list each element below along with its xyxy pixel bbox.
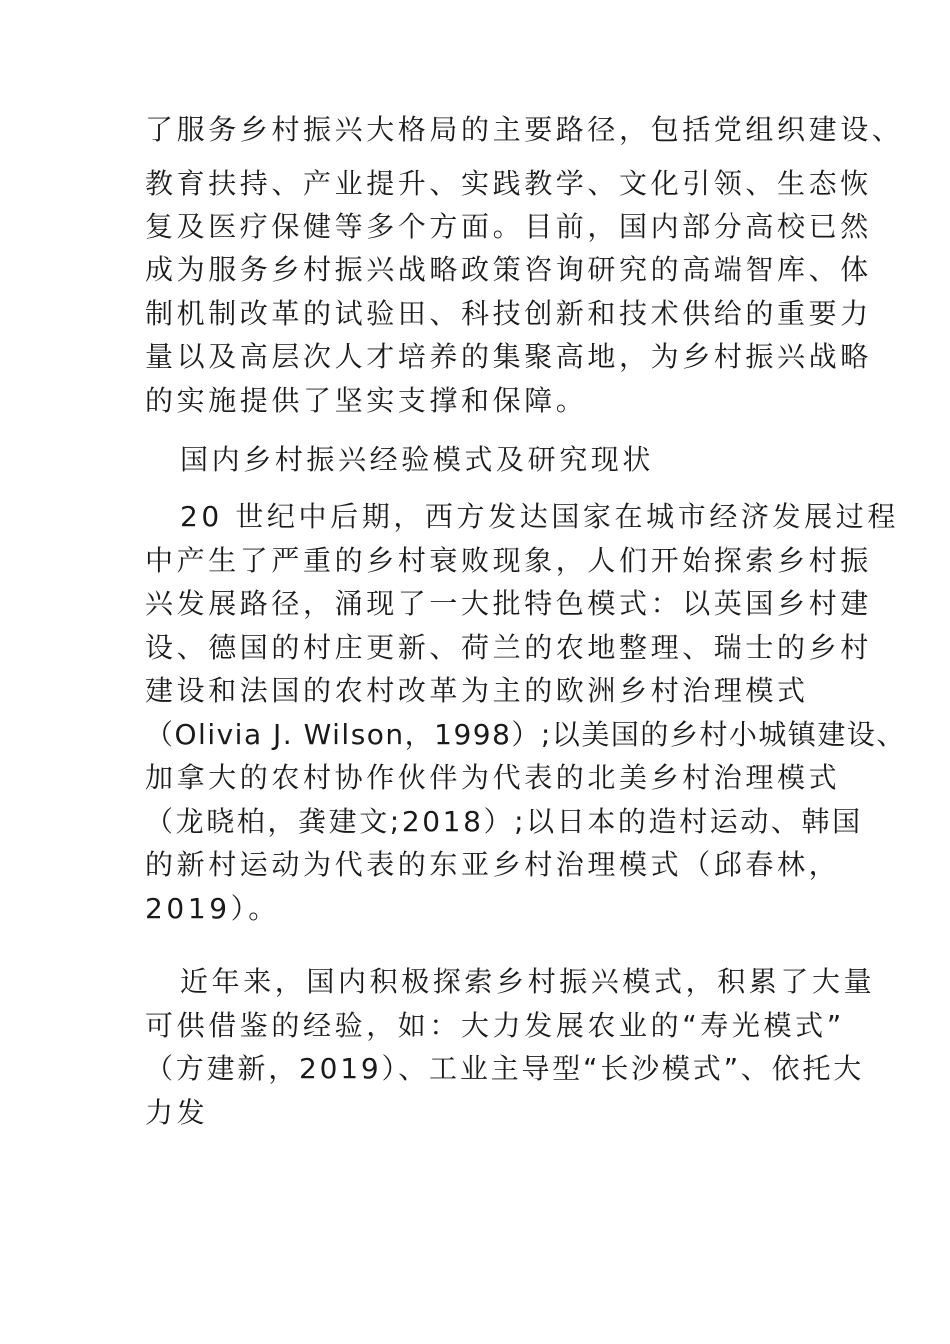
paragraph-2-line: 兴发展路径，涌现了一大批特色模式：以英国乡村建 bbox=[145, 587, 872, 620]
paragraph-2-line: 加拿大的农村协作伙伴为代表的北美乡村治理模式 bbox=[145, 761, 841, 794]
paragraph-3-line: 力发 bbox=[145, 1096, 209, 1129]
paragraph-3-line: 可供借鉴的经验，如：大力发展农业的“寿光模式” bbox=[145, 1009, 845, 1042]
paragraph-1-line: 成为服务乡村振兴战略政策咨询研究的高端智库、体 bbox=[145, 253, 872, 286]
paragraph-3-line: 近年来，国内积极探索乡村振兴模式，积累了大量 bbox=[180, 965, 876, 998]
paragraph-2-line: 中产生了严重的乡村衰败现象，人们开始探索乡村振 bbox=[145, 544, 872, 577]
paragraph-2-line: （Olivia J. Wilson，1998）;以美国的乡村小城镇建设、 bbox=[145, 718, 906, 751]
paragraph-2-line: 设、德国的村庄更新、荷兰的农地整理、瑞士的乡村 bbox=[145, 631, 872, 664]
paragraph-1-line: 制机制改革的试验田、科技创新和技术供给的重要力 bbox=[145, 297, 872, 330]
paragraph-2-line: 的新村运动为代表的东亚乡村治理模式（邱春林， bbox=[145, 848, 841, 881]
paragraph-1-line: 了服务乡村振兴大格局的主要路径，包括党组织建设、 bbox=[145, 113, 904, 146]
section-heading: 国内乡村振兴经验模式及研究现状 bbox=[180, 443, 655, 476]
paragraph-3-line: （方建新，2019）、工业主导型“长沙模式”、依托大 bbox=[145, 1052, 865, 1085]
paragraph-2-line: 建设和法国的农村改革为主的欧洲乡村治理模式 bbox=[145, 674, 809, 707]
paragraph-2-line: 2019）。 bbox=[145, 892, 280, 925]
paragraph-1-line: 量以及高层次人才培养的集聚高地，为乡村振兴战略 bbox=[145, 340, 872, 373]
paragraph-2-line: 20 世纪中后期，西方发达国家在城市经济发展过程 bbox=[180, 500, 899, 533]
paragraph-1-line: 复及医疗保健等多个方面。目前，国内部分高校已然 bbox=[145, 210, 872, 243]
paragraph-1-line: 的实施提供了坚实支撑和保障。 bbox=[145, 384, 588, 417]
paragraph-1-line: 教育扶持、产业提升、实践教学、文化引领、生态恢 bbox=[145, 167, 872, 200]
paragraph-2-line: （龙晓柏，龚建文;2018）;以日本的造村运动、韩国 bbox=[145, 805, 863, 838]
